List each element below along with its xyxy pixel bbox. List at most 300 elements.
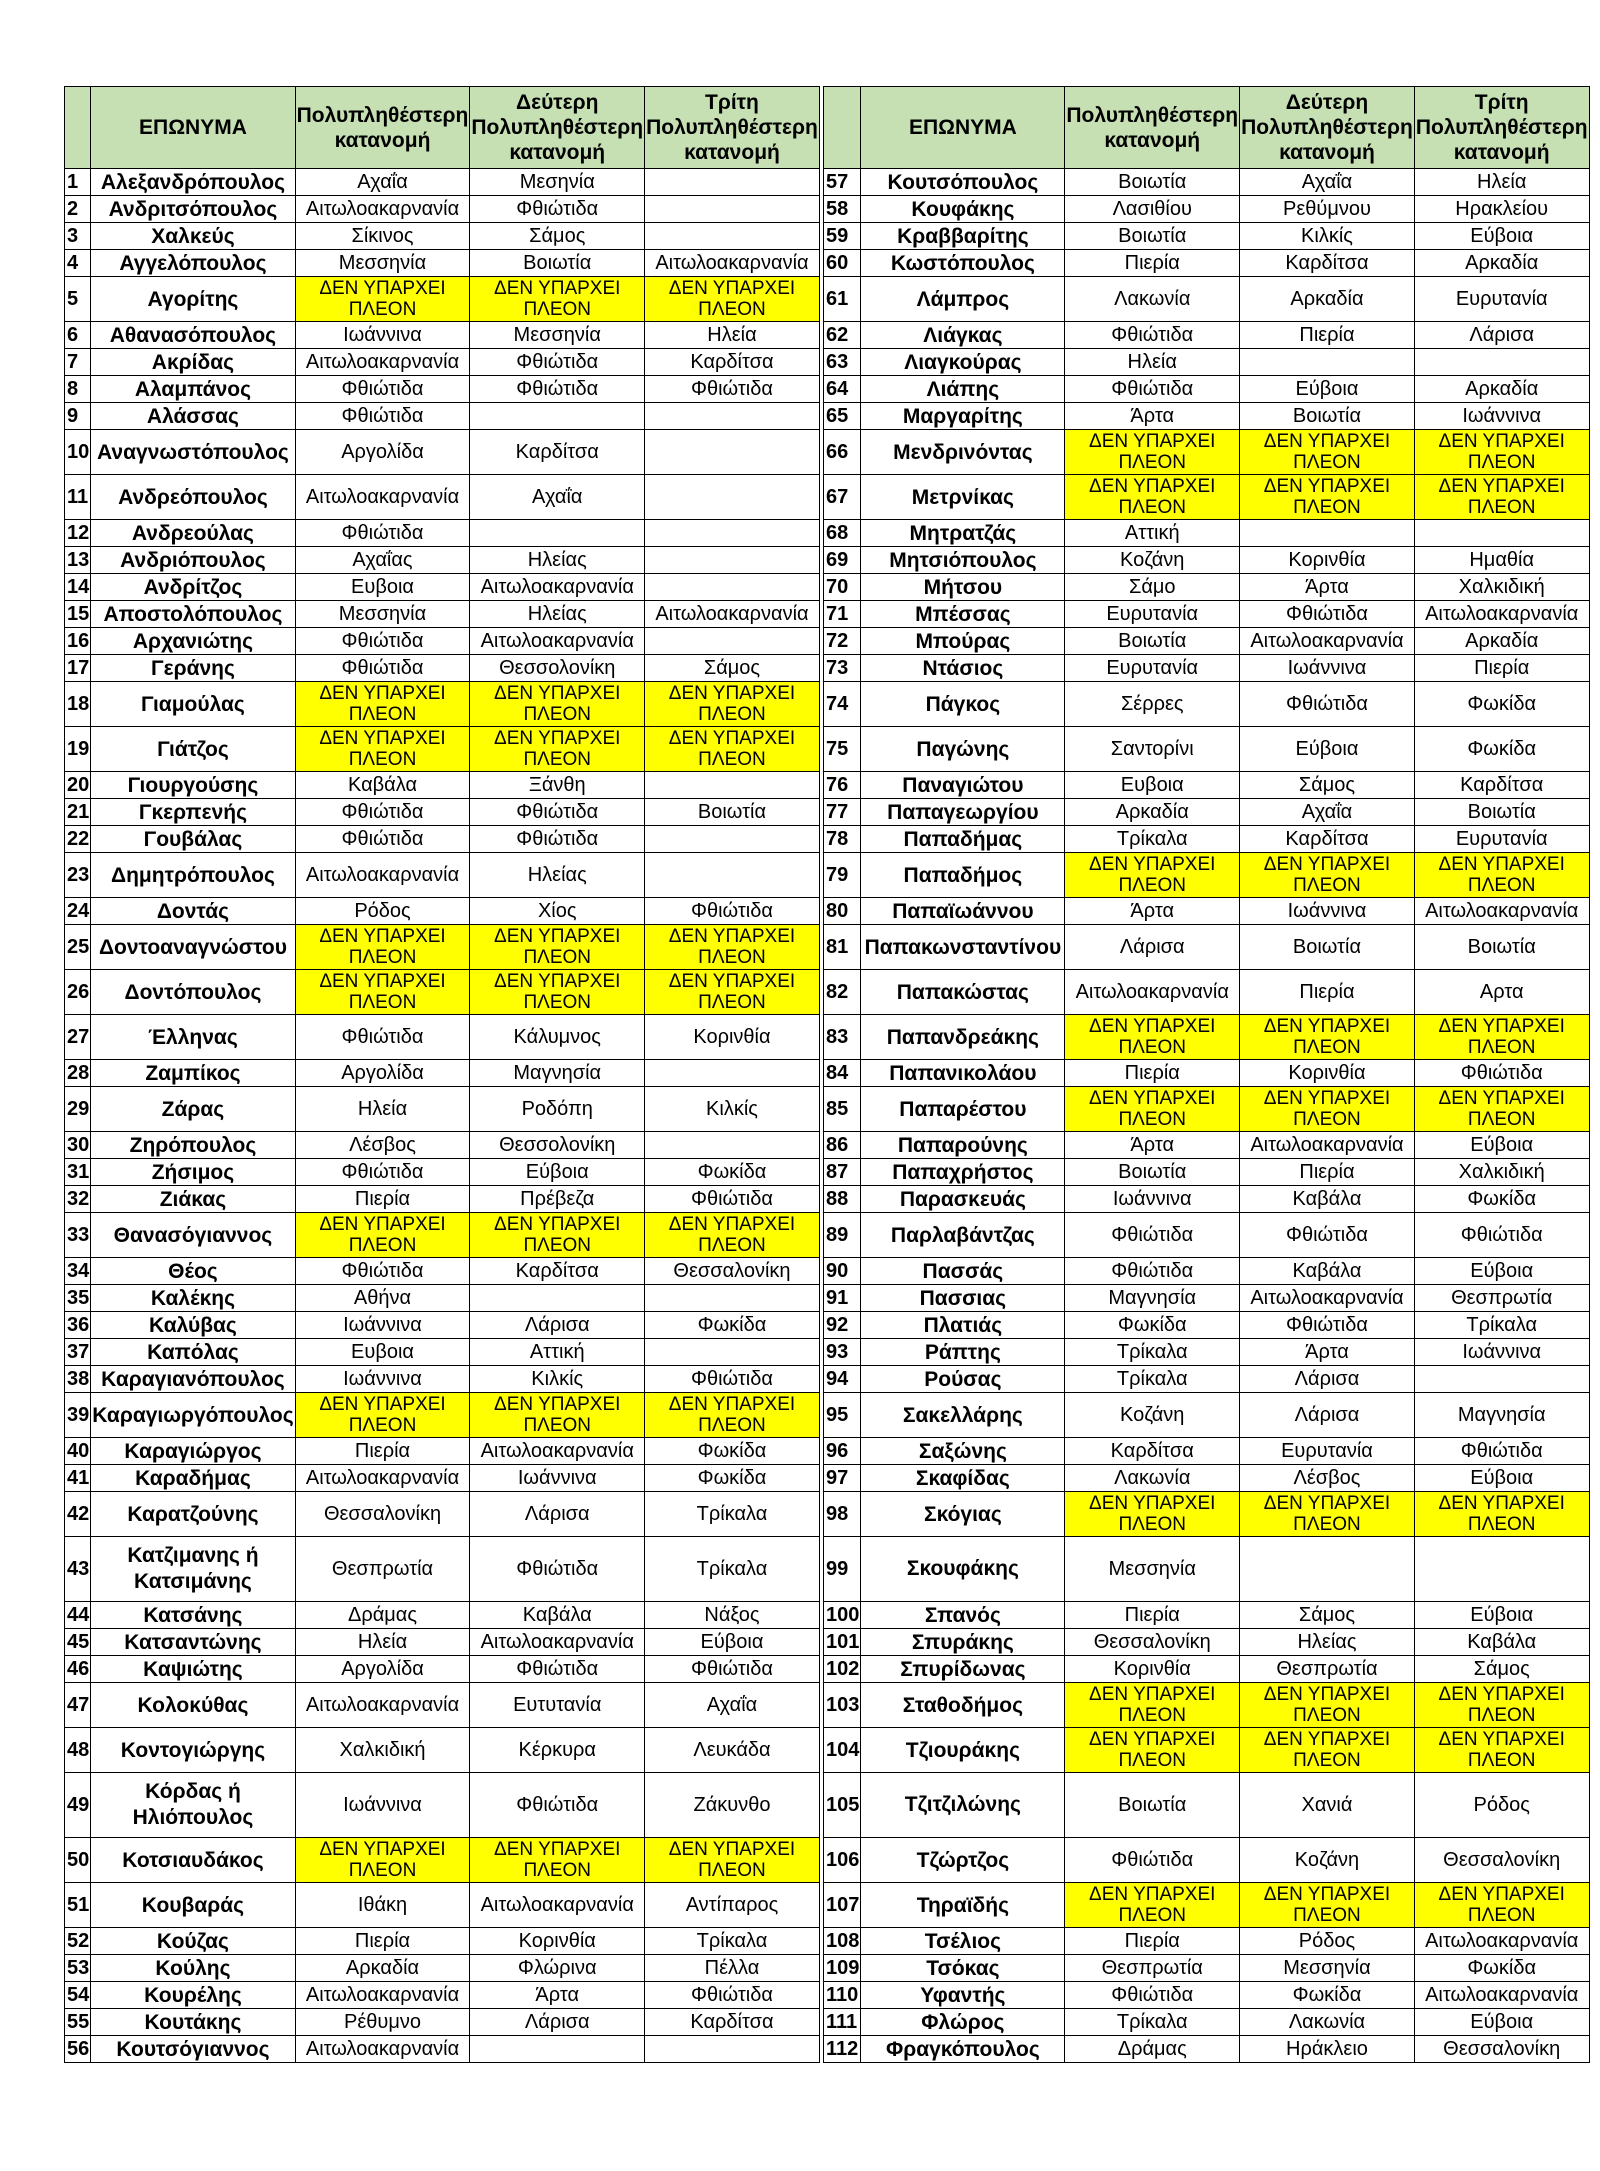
surname-cell: Ράπτης [861, 1339, 1065, 1366]
third-distribution-cell [1414, 520, 1589, 547]
second-distribution-cell: Ηράκλειο [1240, 2036, 1415, 2063]
surname-cell: Μητσιόπουλος [861, 547, 1065, 574]
second-distribution-cell: Αχαΐα [1240, 169, 1415, 196]
surname-cell: Πασσάς [861, 1258, 1065, 1285]
table-row [824, 520, 1590, 547]
surname-cell: Δοντοαναγνώστου [91, 925, 295, 970]
first-distribution-cell: Άρτα [1065, 898, 1240, 925]
surname-cell: Δημητρόπουλος [91, 853, 295, 898]
first-distribution-cell: Πιερία [1065, 1060, 1240, 1087]
third-distribution-cell: ΔΕΝ ΥΠΑΡΧΕΙ ΠΛΕΟΝ [645, 682, 820, 727]
second-distribution-cell: Αιτωλοακαρνανία [470, 574, 645, 601]
surname-cell: Παπανδρεάκης [861, 1015, 1065, 1060]
surname-cell: Τσόκας [861, 1955, 1065, 1982]
third-distribution-cell: Εύβοια [1414, 223, 1589, 250]
surname-cell: Παρλαβάντζας [861, 1213, 1065, 1258]
first-distribution-cell: ΔΕΝ ΥΠΑΡΧΕΙ ΠΛΕΟΝ [1065, 1683, 1240, 1728]
table-row [824, 601, 1590, 628]
first-distribution-cell: Κοζάνη [1065, 547, 1240, 574]
surname-cell: Τηραϊδής [861, 1883, 1065, 1928]
third-distribution-cell [645, 1285, 820, 1312]
first-distribution-cell: Φθιώτιδα [295, 628, 470, 655]
table-row [65, 1393, 820, 1438]
first-distribution-cell: Τρίκαλα [1065, 2009, 1240, 2036]
table-row [824, 1928, 1590, 1955]
surname-cell: Σκουφάκης [861, 1537, 1065, 1602]
row-number: 81 [824, 925, 861, 970]
row-number: 8 [65, 376, 91, 403]
second-distribution-cell: Φθιώτιδα [470, 196, 645, 223]
surname-cell: Τζώρτζος [861, 1838, 1065, 1883]
table-row [824, 403, 1590, 430]
second-distribution-cell: Αρκαδία [1240, 277, 1415, 322]
row-number: 50 [65, 1838, 91, 1883]
second-distribution-cell [1240, 520, 1415, 547]
first-distribution-cell: Ευβοια [1065, 772, 1240, 799]
row-number: 112 [824, 2036, 861, 2063]
surname-cell: Γιουργούσης [91, 772, 295, 799]
third-distribution-cell: ΔΕΝ ΥΠΑΡΧΕΙ ΠΛΕΟΝ [1414, 1492, 1589, 1537]
row-number: 26 [65, 970, 91, 1015]
first-distribution-cell: Ευβοια [295, 574, 470, 601]
table-row [824, 475, 1590, 520]
row-number: 51 [65, 1883, 91, 1928]
second-distribution-cell: Σάμος [470, 223, 645, 250]
surname-cell: Τζιουράκης [861, 1728, 1065, 1773]
row-number: 106 [824, 1838, 861, 1883]
second-distribution-cell: Αχαΐα [470, 475, 645, 520]
table-row [65, 196, 820, 223]
surname-cell: Αποστολόπουλος [91, 601, 295, 628]
row-number: 84 [824, 1060, 861, 1087]
second-distribution-cell: Ηλείας [1240, 1629, 1415, 1656]
second-distribution-cell: Ιωάννινα [1240, 898, 1415, 925]
row-number: 109 [824, 1955, 861, 1982]
first-distribution-cell: Αργολίδα [295, 1656, 470, 1683]
row-number: 103 [824, 1683, 861, 1728]
third-distribution-cell: Τρίκαλα [1414, 1312, 1589, 1339]
first-distribution-cell: Φθιώτιδα [295, 1015, 470, 1060]
second-distribution-cell: ΔΕΝ ΥΠΑΡΧΕΙ ΠΛΕΟΝ [470, 727, 645, 772]
first-distribution-cell: Φθιώτιδα [295, 520, 470, 547]
second-distribution-cell: Φθιώτιδα [1240, 1213, 1415, 1258]
surname-cell: Λιάπης [861, 376, 1065, 403]
first-distribution-cell: Σίκινος [295, 223, 470, 250]
third-distribution-cell [1414, 1366, 1589, 1393]
third-distribution-cell [645, 853, 820, 898]
surname-cell: Σπυρίδωνας [861, 1656, 1065, 1683]
header-row [65, 87, 820, 169]
second-distribution-cell: Λάρισα [1240, 1393, 1415, 1438]
table-row [824, 349, 1590, 376]
row-number: 43 [65, 1537, 91, 1602]
third-distribution-cell: ΔΕΝ ΥΠΑΡΧΕΙ ΠΛΕΟΝ [645, 970, 820, 1015]
second-distribution-cell: Κιλκίς [1240, 223, 1415, 250]
third-distribution-cell [645, 826, 820, 853]
surname-cell: Σπυράκης [861, 1629, 1065, 1656]
second-distribution-cell: Ρόδος [1240, 1928, 1415, 1955]
second-distribution-cell: Μεσσηνία [1240, 1955, 1415, 1982]
surname-cell: Παπαϊωάννου [861, 898, 1065, 925]
surname-cell: Παπαχρήστος [861, 1159, 1065, 1186]
row-number: 1 [65, 169, 91, 196]
second-distribution-cell: ΔΕΝ ΥΠΑΡΧΕΙ ΠΛΕΟΝ [1240, 475, 1415, 520]
second-distribution-cell: Άρτα [470, 1982, 645, 2009]
table-row [824, 196, 1590, 223]
table-row [65, 1838, 820, 1883]
table-row [824, 2009, 1590, 2036]
row-number: 100 [824, 1602, 861, 1629]
table-row [824, 1602, 1590, 1629]
surname-cell: Κουβαράς [91, 1883, 295, 1928]
table-row [824, 1656, 1590, 1683]
row-number: 97 [824, 1465, 861, 1492]
surname-cell: Καλύβας [91, 1312, 295, 1339]
row-number: 56 [65, 2036, 91, 2063]
surname-cell: Κούζας [91, 1928, 295, 1955]
first-distribution-cell: Σέρρες [1065, 682, 1240, 727]
surname-cell: Γιαμούλας [91, 682, 295, 727]
surname-cell: Κραββαρίτης [861, 223, 1065, 250]
row-number: 13 [65, 547, 91, 574]
surname-cell: Παπανικολάου [861, 1060, 1065, 1087]
second-distribution-cell: Αιτωλοακαρνανία [1240, 1285, 1415, 1312]
table-row [824, 727, 1590, 772]
first-distribution-cell: ΔΕΝ ΥΠΑΡΧΕΙ ΠΛΕΟΝ [1065, 430, 1240, 475]
second-distribution-cell: Φωκίδα [1240, 1982, 1415, 2009]
row-number: 108 [824, 1928, 861, 1955]
row-number: 99 [824, 1537, 861, 1602]
surname-cell: Κουφάκης [861, 196, 1065, 223]
third-distribution-cell: Ηρακλείου [1414, 196, 1589, 223]
table-row [65, 1312, 820, 1339]
table-row [824, 1537, 1590, 1602]
surname-cell: Κατσαντώνης [91, 1629, 295, 1656]
table-row [65, 1465, 820, 1492]
second-distribution-cell: Ρεθύμνου [1240, 196, 1415, 223]
row-number: 54 [65, 1982, 91, 2009]
second-distribution-cell: Αττική [470, 1339, 645, 1366]
header-surname: ΕΠΩΝΥΜΑ [861, 87, 1065, 169]
second-distribution-cell [1240, 349, 1415, 376]
surname-cell: Αναγνωστόπουλος [91, 430, 295, 475]
third-distribution-cell: Εύβοια [1414, 1258, 1589, 1285]
row-number: 66 [824, 430, 861, 475]
third-distribution-cell: Εύβοια [1414, 1465, 1589, 1492]
header-third-distribution: Τρίτη Πολυπληθέστερη κατανομή [1414, 87, 1589, 169]
second-distribution-cell: ΔΕΝ ΥΠΑΡΧΕΙ ΠΛΕΟΝ [470, 1393, 645, 1438]
surname-cell: Ζηρόπουλος [91, 1132, 295, 1159]
third-distribution-cell: ΔΕΝ ΥΠΑΡΧΕΙ ΠΛΕΟΝ [645, 1838, 820, 1883]
surname-cell: Θανασόγιαννος [91, 1213, 295, 1258]
surname-cell: Αγορίτης [91, 277, 295, 322]
first-distribution-cell: Αργολίδα [295, 1060, 470, 1087]
surname-cell: Παπακωνσταντίνου [861, 925, 1065, 970]
surname-cell: Λιάγκας [861, 322, 1065, 349]
surname-cell: Πάγκος [861, 682, 1065, 727]
second-distribution-cell: Αχαΐα [1240, 799, 1415, 826]
second-distribution-cell: Χίος [470, 898, 645, 925]
row-number: 72 [824, 628, 861, 655]
second-distribution-cell: Πιερία [1240, 970, 1415, 1015]
third-distribution-cell: Φθιώτιδα [645, 1656, 820, 1683]
surname-cell: Ζιάκας [91, 1186, 295, 1213]
row-number: 30 [65, 1132, 91, 1159]
table-row [65, 547, 820, 574]
third-distribution-cell [645, 223, 820, 250]
table-row [65, 970, 820, 1015]
first-distribution-cell: Φθιώτιδα [1065, 322, 1240, 349]
first-distribution-cell: Άρτα [1065, 403, 1240, 430]
row-number: 76 [824, 772, 861, 799]
second-distribution-cell: Μαγνησία [470, 1060, 645, 1087]
first-distribution-cell: ΔΕΝ ΥΠΑΡΧΕΙ ΠΛΕΟΝ [295, 682, 470, 727]
third-distribution-cell: ΔΕΝ ΥΠΑΡΧΕΙ ΠΛΕΟΝ [1414, 1087, 1589, 1132]
second-distribution-cell: Φθιώτιδα [1240, 601, 1415, 628]
second-distribution-cell: Σάμος [1240, 1602, 1415, 1629]
first-distribution-cell: Πιερία [295, 1928, 470, 1955]
third-distribution-cell: Κιλκίς [645, 1087, 820, 1132]
third-distribution-cell: ΔΕΝ ΥΠΑΡΧΕΙ ΠΛΕΟΝ [645, 925, 820, 970]
surname-cell: Γιάτζος [91, 727, 295, 772]
row-number: 46 [65, 1656, 91, 1683]
second-distribution-cell: Κορινθία [1240, 1060, 1415, 1087]
third-distribution-cell: Αρκαδία [1414, 250, 1589, 277]
third-distribution-cell [645, 475, 820, 520]
second-distribution-cell: Βοιωτία [1240, 925, 1415, 970]
second-distribution-cell: Καρδίτσα [1240, 826, 1415, 853]
second-distribution-cell: Αιτωλοακαρνανία [1240, 628, 1415, 655]
third-distribution-cell: Ζάκυνθο [645, 1773, 820, 1838]
first-distribution-cell: Φθιώτιδα [1065, 1213, 1240, 1258]
second-distribution-cell: Εύβοια [470, 1159, 645, 1186]
surname-cell: Καλέκης [91, 1285, 295, 1312]
table-row [824, 322, 1590, 349]
third-distribution-cell: Φωκίδα [1414, 727, 1589, 772]
table-row [824, 655, 1590, 682]
table-row [824, 547, 1590, 574]
second-distribution-cell: Αιτωλοακαρνανία [470, 628, 645, 655]
table-row [824, 1955, 1590, 1982]
row-number: 18 [65, 682, 91, 727]
third-distribution-cell: Φωκίδα [645, 1438, 820, 1465]
surname-cell: Παρασκευάς [861, 1186, 1065, 1213]
table-row [824, 1060, 1590, 1087]
row-number: 88 [824, 1186, 861, 1213]
first-distribution-cell: Τρίκαλα [1065, 1366, 1240, 1393]
table-row [65, 628, 820, 655]
surname-cell: Σκόγιας [861, 1492, 1065, 1537]
third-distribution-cell: Καβάλα [1414, 1629, 1589, 1656]
table-row [65, 1492, 820, 1537]
row-number: 87 [824, 1159, 861, 1186]
third-distribution-cell [645, 628, 820, 655]
row-number: 52 [65, 1928, 91, 1955]
row-number: 95 [824, 1393, 861, 1438]
second-distribution-cell: Λακωνία [1240, 2009, 1415, 2036]
first-distribution-cell: Φθιώτιδα [295, 799, 470, 826]
table-row [824, 1773, 1590, 1838]
second-distribution-cell: Μεσηνία [470, 169, 645, 196]
surnames-table-right [823, 86, 1590, 2063]
row-number: 93 [824, 1339, 861, 1366]
first-distribution-cell: Ηλεία [295, 1087, 470, 1132]
third-distribution-cell: Λάρισα [1414, 322, 1589, 349]
row-number: 12 [65, 520, 91, 547]
table-row [65, 1060, 820, 1087]
third-distribution-cell: Φθιώτιδα [645, 1366, 820, 1393]
second-distribution-cell: Φθιώτιδα [1240, 1312, 1415, 1339]
second-distribution-cell: Λάρισα [470, 1492, 645, 1537]
third-distribution-cell: Αρτα [1414, 970, 1589, 1015]
first-distribution-cell: Ιωάννινα [295, 322, 470, 349]
first-distribution-cell: ΔΕΝ ΥΠΑΡΧΕΙ ΠΛΕΟΝ [1065, 1492, 1240, 1537]
header-third-distribution: Τρίτη Πολυπληθέστερη κατανομή [645, 87, 820, 169]
surname-cell: Παπαγεωργίου [861, 799, 1065, 826]
row-number: 25 [65, 925, 91, 970]
row-number: 71 [824, 601, 861, 628]
surname-cell: Χαλκεύς [91, 223, 295, 250]
row-number: 86 [824, 1132, 861, 1159]
first-distribution-cell: Πιερία [295, 1438, 470, 1465]
surname-cell: Μετρνίκας [861, 475, 1065, 520]
first-distribution-cell: Αρκαδία [295, 1955, 470, 1982]
first-distribution-cell: Θεσπρωτία [1065, 1955, 1240, 1982]
row-number: 78 [824, 826, 861, 853]
row-number: 4 [65, 250, 91, 277]
first-distribution-cell: ΔΕΝ ΥΠΑΡΧΕΙ ΠΛΕΟΝ [1065, 1087, 1240, 1132]
table-row [65, 1728, 820, 1773]
third-distribution-cell: Φωκίδα [645, 1159, 820, 1186]
row-number: 17 [65, 655, 91, 682]
table-row [65, 1438, 820, 1465]
surname-cell: Ζήσιμος [91, 1159, 295, 1186]
row-number: 39 [65, 1393, 91, 1438]
table-row [65, 2036, 820, 2063]
first-distribution-cell: ΔΕΝ ΥΠΑΡΧΕΙ ΠΛΕΟΝ [1065, 1015, 1240, 1060]
row-number: 35 [65, 1285, 91, 1312]
table-row [824, 1339, 1590, 1366]
second-distribution-cell: Ευτυτανία [470, 1683, 645, 1728]
table-row [824, 1285, 1590, 1312]
third-distribution-cell: Φωκίδα [1414, 1955, 1589, 1982]
surname-cell: Δοντάς [91, 898, 295, 925]
row-number: 75 [824, 727, 861, 772]
row-number: 67 [824, 475, 861, 520]
table-row [824, 1213, 1590, 1258]
third-distribution-cell: Φωκίδα [645, 1312, 820, 1339]
first-distribution-cell: Αιτωλοακαρνανία [295, 475, 470, 520]
second-distribution-cell: ΔΕΝ ΥΠΑΡΧΕΙ ΠΛΕΟΝ [1240, 1015, 1415, 1060]
table-row [824, 574, 1590, 601]
row-number: 63 [824, 349, 861, 376]
third-distribution-cell [645, 1060, 820, 1087]
surname-cell: Καψιώτης [91, 1656, 295, 1683]
second-distribution-cell: Λάρισα [470, 1312, 645, 1339]
first-distribution-cell: Λέσβος [295, 1132, 470, 1159]
third-distribution-cell [645, 772, 820, 799]
first-distribution-cell: Ρέθυμνο [295, 2009, 470, 2036]
first-distribution-cell: ΔΕΝ ΥΠΑΡΧΕΙ ΠΛΕΟΝ [295, 970, 470, 1015]
third-distribution-cell: Φωκίδα [1414, 1186, 1589, 1213]
table-row [824, 1132, 1590, 1159]
first-distribution-cell: Κορινθία [1065, 1656, 1240, 1683]
row-number: 107 [824, 1883, 861, 1928]
surname-cell: Κοτσιαυδάκος [91, 1838, 295, 1883]
row-number: 28 [65, 1060, 91, 1087]
row-number: 92 [824, 1312, 861, 1339]
surname-cell: Έλληνας [91, 1015, 295, 1060]
table-row [824, 682, 1590, 727]
table-row [824, 1492, 1590, 1537]
surname-cell: Αλάσσας [91, 403, 295, 430]
surname-cell: Αλαμπάνος [91, 376, 295, 403]
row-number: 65 [824, 403, 861, 430]
row-number: 104 [824, 1728, 861, 1773]
table-row [65, 1015, 820, 1060]
first-distribution-cell: Πιερία [295, 1186, 470, 1213]
row-number: 59 [824, 223, 861, 250]
surname-cell: Ζάρας [91, 1087, 295, 1132]
row-number: 55 [65, 2009, 91, 2036]
table-row [65, 1213, 820, 1258]
second-distribution-cell: Θεσπρωτία [1240, 1656, 1415, 1683]
row-number: 44 [65, 1602, 91, 1629]
row-number: 74 [824, 682, 861, 727]
third-distribution-cell [645, 1132, 820, 1159]
table-row [65, 1087, 820, 1132]
row-number: 53 [65, 1955, 91, 1982]
table-row [65, 853, 820, 898]
row-number: 49 [65, 1773, 91, 1838]
second-distribution-cell: ΔΕΝ ΥΠΑΡΧΕΙ ΠΛΕΟΝ [1240, 1492, 1415, 1537]
table-row [824, 277, 1590, 322]
second-distribution-cell: Φθιώτιδα [470, 376, 645, 403]
second-distribution-cell: Καβάλα [1240, 1186, 1415, 1213]
third-distribution-cell: Αιτωλοακαρνανία [1414, 1982, 1589, 2009]
table-body-left [65, 169, 820, 2063]
second-distribution-cell: Αιτωλοακαρνανία [470, 1883, 645, 1928]
surname-cell: Ακρίδας [91, 349, 295, 376]
surname-cell: Λιαγκούρας [861, 349, 1065, 376]
row-number: 11 [65, 475, 91, 520]
first-distribution-cell: Ευρυτανία [1065, 655, 1240, 682]
second-distribution-cell: Φθιώτιδα [470, 1773, 645, 1838]
surname-cell: Ρούσας [861, 1366, 1065, 1393]
third-distribution-cell: Ευρυτανία [1414, 277, 1589, 322]
row-number: 7 [65, 349, 91, 376]
second-distribution-cell: Κορινθία [470, 1928, 645, 1955]
row-number: 57 [824, 169, 861, 196]
surname-cell: Κούλης [91, 1955, 295, 1982]
third-distribution-cell: Φωκίδα [645, 1465, 820, 1492]
third-distribution-cell: Ιωάννινα [1414, 403, 1589, 430]
table-row [824, 1982, 1590, 2009]
surname-cell: Κωστόπουλος [861, 250, 1065, 277]
first-distribution-cell: Αργολίδα [295, 430, 470, 475]
second-distribution-cell: Φθιώτιδα [470, 799, 645, 826]
table-row [824, 1312, 1590, 1339]
first-distribution-cell: Αιτωλοακαρνανία [295, 1982, 470, 2009]
third-distribution-cell: Ηλεία [1414, 169, 1589, 196]
first-distribution-cell: ΔΕΝ ΥΠΑΡΧΕΙ ΠΛΕΟΝ [295, 277, 470, 322]
second-distribution-cell: ΔΕΝ ΥΠΑΡΧΕΙ ΠΛΕΟΝ [470, 970, 645, 1015]
table-row [824, 1728, 1590, 1773]
second-distribution-cell: Φλώρινα [470, 1955, 645, 1982]
table-row [65, 1285, 820, 1312]
second-distribution-cell: Πιερία [1240, 322, 1415, 349]
surname-cell: Δοντόπουλος [91, 970, 295, 1015]
